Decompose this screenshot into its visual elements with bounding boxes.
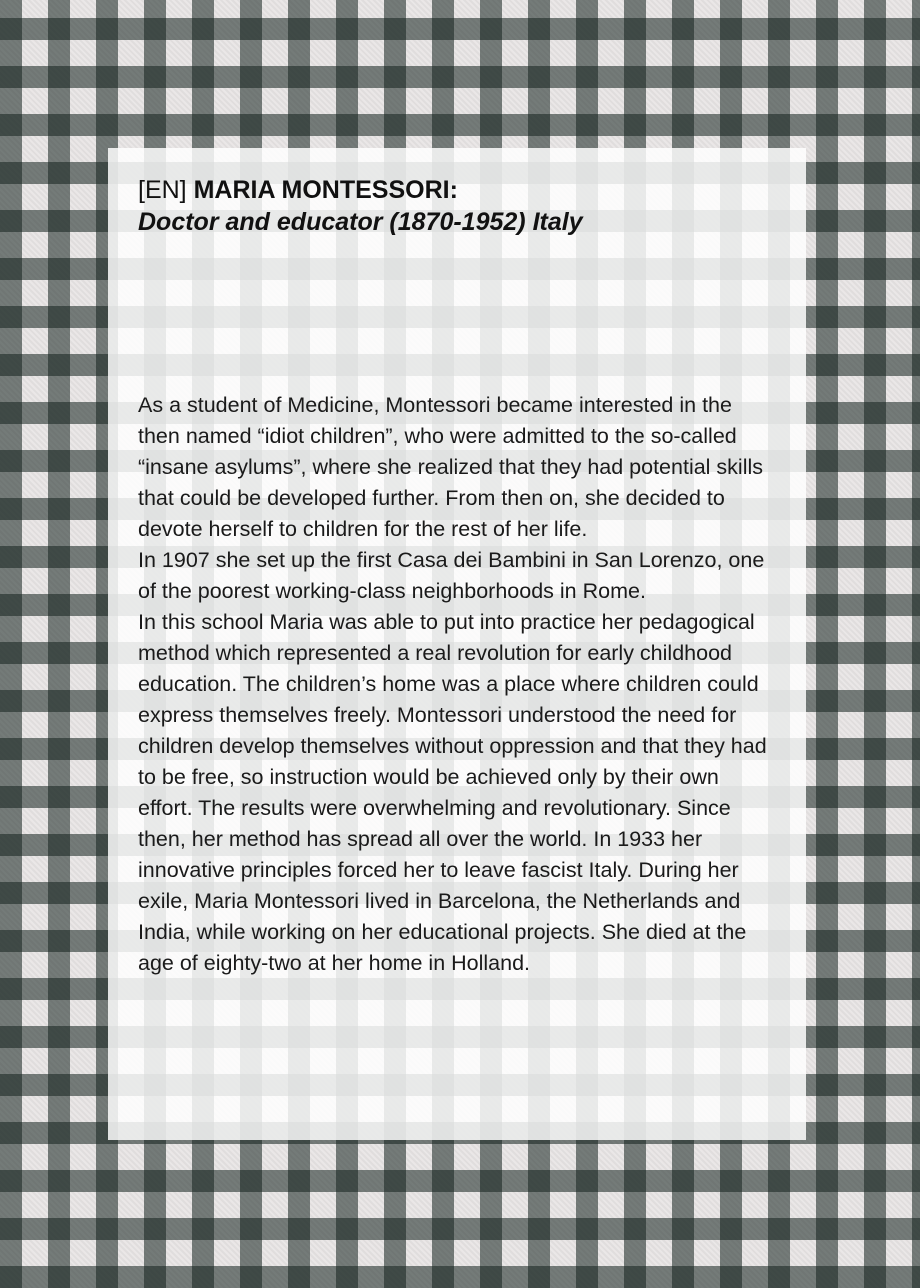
- page-title: [138, 174, 776, 206]
- language-tag: [EN]: [138, 176, 187, 204]
- person-name: MARIA MONTESSORI:: [193, 176, 458, 204]
- paragraph: In 1907 she set up the first Casa dei Bambini in San Lorenzo, one of the poorest working-class neighborhoods in Rome.: [138, 548, 765, 603]
- subtitle: Doctor and educator (1870-1952) Italy: [138, 208, 583, 236]
- paragraph: As a student of Medicine, Montessori became interested in the then named “idiot children”, who were admitted to the so-called “insane asylums”, where she realized that they had potential skills that could be developed further. From then on, she decided to devote herself to children for the rest of her life.: [138, 393, 764, 541]
- biography-text: [138, 390, 778, 979]
- text-panel: [108, 148, 806, 1140]
- paragraph: In this school Maria was able to put into practice her pedagogical method which represented a real revolution for early childhood education. The children’s home was a place where children could express themselves freely. Montessori understood the need for children develop themselves without oppression and that they had to be free, so instruction would be achieved only by their own effort. The results were overwhelming and revolutionary. Since then, her method has spread all over the world. In 1933 her innovative principles forced her to leave fascist Italy. During her exile, Maria Montessori lived in Barcelona, the Netherlands and India, while working on her educational projects. She died at the age of eighty-two at her home in Holland.: [138, 610, 767, 975]
